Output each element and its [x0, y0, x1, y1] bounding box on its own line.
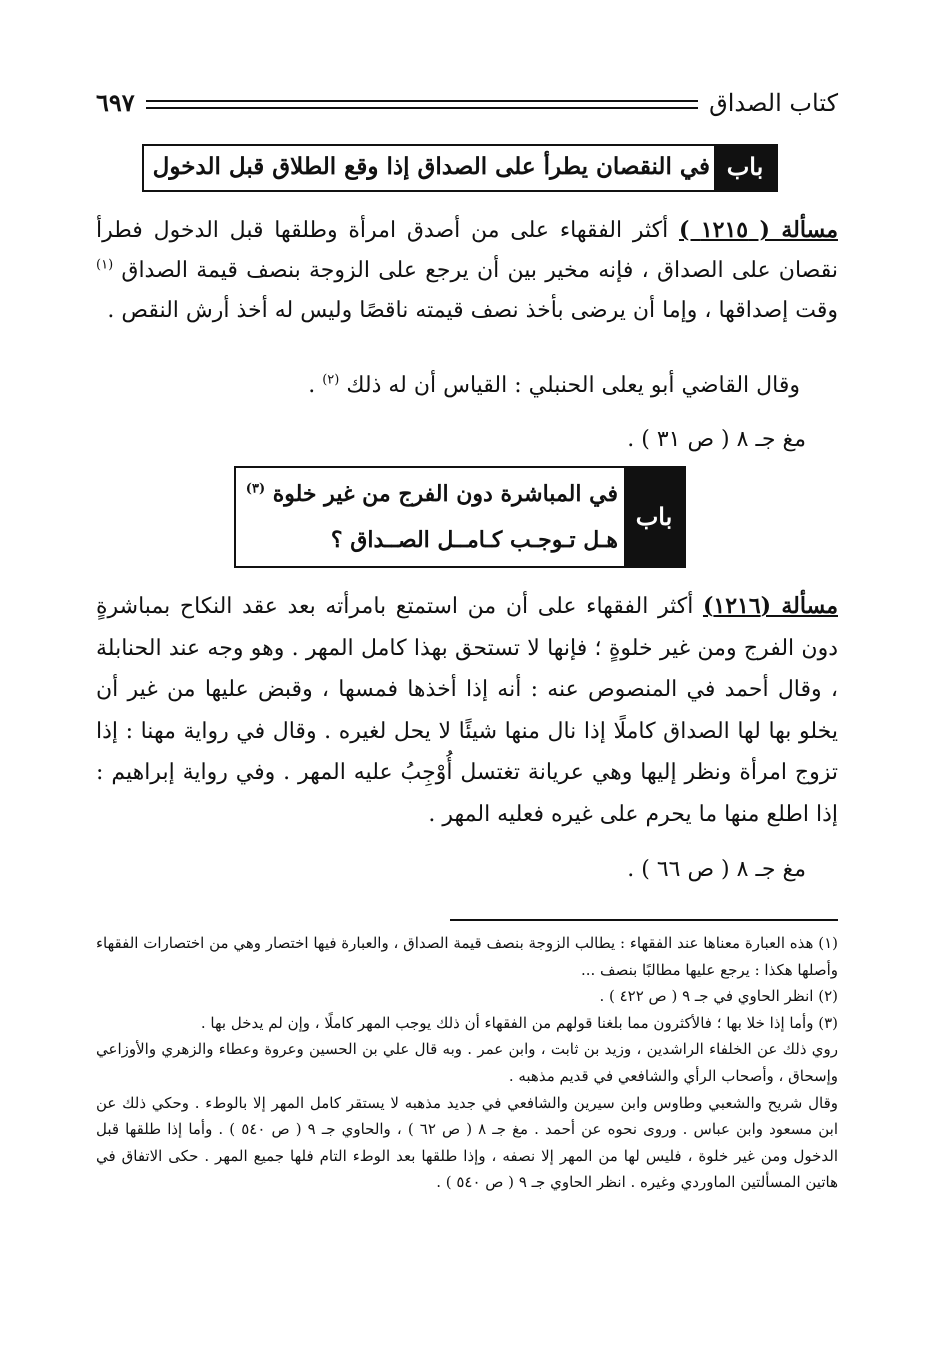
source-reference: مغ جـ ٨ ( ص ٣١ ) . [627, 427, 806, 452]
chapter-title: في النقصان يطرأ على الصداق إذا وقع الطلاق قبل الدخول [152, 153, 710, 180]
footnote-continuation: روي ذلك عن الخلفاء الراشدين ، وزيد بن ثابت ، وابن عمر . وبه قال علي بن الحسين وعروة وعطاء والزهري والأوزاعي وإسحاق ، وأصحاب الرأي والشافعي في قديم مذهبه . [96, 1040, 838, 1085]
footnote: (٣) وأما إذا خلا بها ؛ فالأكثرون مما بلغنا قولهم من الفقهاء أن ذلك يوجب المهر كاملًا ، وإن لم يدخل بها . [200, 1013, 838, 1032]
source-reference: مغ جـ ٨ ( ص ٦٦ ) . [627, 857, 806, 882]
issue-text: أكثر الفقهاء على أن من استمتع بامرأته بعد عقد النكاح بمباشرةٍ دون الفرج ومن غير خلوةٍ ؛ فإنها لا تستحق بهذا كامل المهر . وهو وجه عند الحنابلة ، وقال أحمد في المنصوص عنه : أنه إذا أخذها فمسها ، وقبض عليها من غير أن يخلو بها لها الصداق كاملًا إذا نال منها شيئًا لا يحل لغيره . وقال في رواية مهنا : إذا تزوج امرأة ونظر إليها وهي عريانة تغتسل أُوْجِبُ عليه المهر . وفي رواية إبراهيم : إذا اطلع منها ما يحرم على غيره فعليه المهر . [96, 594, 838, 827]
header-double-rule [146, 100, 698, 109]
chapter-tag: باب [714, 146, 776, 190]
footnotes [96, 930, 838, 1196]
chapter-title-text: في المباشرة دون الفرج من غير خلوة [265, 481, 618, 507]
footnote: (١) هذه العبارة معناها عند الفقهاء : يطالب الزوجة بنصف قيمة الصداق ، والعبارة فيها اختصار وهي من اختصارات الفقهاء وأصلها هكذا : يرجع عليها مطالبًا بنصف ... [96, 934, 838, 979]
running-title: كتاب الصداق [709, 89, 838, 117]
footnote-marker: (١) [96, 257, 114, 273]
qadi-opinion [308, 366, 800, 406]
chapter-title-line [244, 472, 618, 516]
issue-label: مسألة ( ١٢١٥ ) [678, 217, 838, 243]
footnote-continuation: وقال شريح والشعبي وطاوس وابن سيرين والشافعي في جديد مذهبه لا يستقر كامل المهر إلا بالوطء . وحكي ذلك عن ابن مسعود وابن عباس . وروى نحوه عن أحمد . مغ جـ ٨ ( ص ٦٢ ) ، والحاوي جـ ٩ ( ص ٥٤٠ ) . وأما إذا طلقها قبل الدخول ومن غير خلوة ، فليس لها من المهر إلا نصفه ، وإذا طلقها بعد الوطء التام فلها جميع المهر . حكى الاتفاق في هاتين المسألتين الماوردي وغيره . انظر الحاوي جـ ٩ ( ص ٥٤٠ ) . [96, 1093, 839, 1192]
footnote: (٢) انظر الحاوي في جـ ٩ ( ص ٤٢٢ ) . [599, 987, 838, 1006]
page-number: ٦٩٧ [96, 88, 135, 117]
footnote-separator [450, 919, 838, 921]
qadi-text: وقال القاضي أبو يعلى الحنبلي : القياس أن له ذلك [339, 373, 800, 398]
footnote-marker: (٢) [322, 372, 340, 388]
chapter-heading-box [234, 466, 686, 568]
chapter-heading-box [142, 144, 778, 192]
qadi-end: . [308, 373, 323, 398]
chapter-tag: باب [624, 468, 684, 566]
issue-paragraph [96, 586, 838, 835]
footnote-marker: (٣) [245, 481, 266, 497]
running-header [96, 88, 838, 124]
issue-paragraph [96, 210, 838, 331]
issue-label: مسألة (١٢١٦) [702, 593, 838, 619]
issue-text: أكثر الفقهاء على من أصدق امرأة وطلقها قبل الدخول فطرأ نقصان على الصداق ، فإنه مخير بين أن يرجع على الزوجة بنصف قيمة الصداق [96, 218, 838, 283]
chapter-title-line: هـل تـوجـب كـامــل الصــداق ؟ [330, 527, 618, 553]
issue-text: وقت إصداقها ، وإما أن يرضى بأخذ نصف قيمته ناقصًا وليس له أخذ أرش النقص . [107, 298, 838, 323]
